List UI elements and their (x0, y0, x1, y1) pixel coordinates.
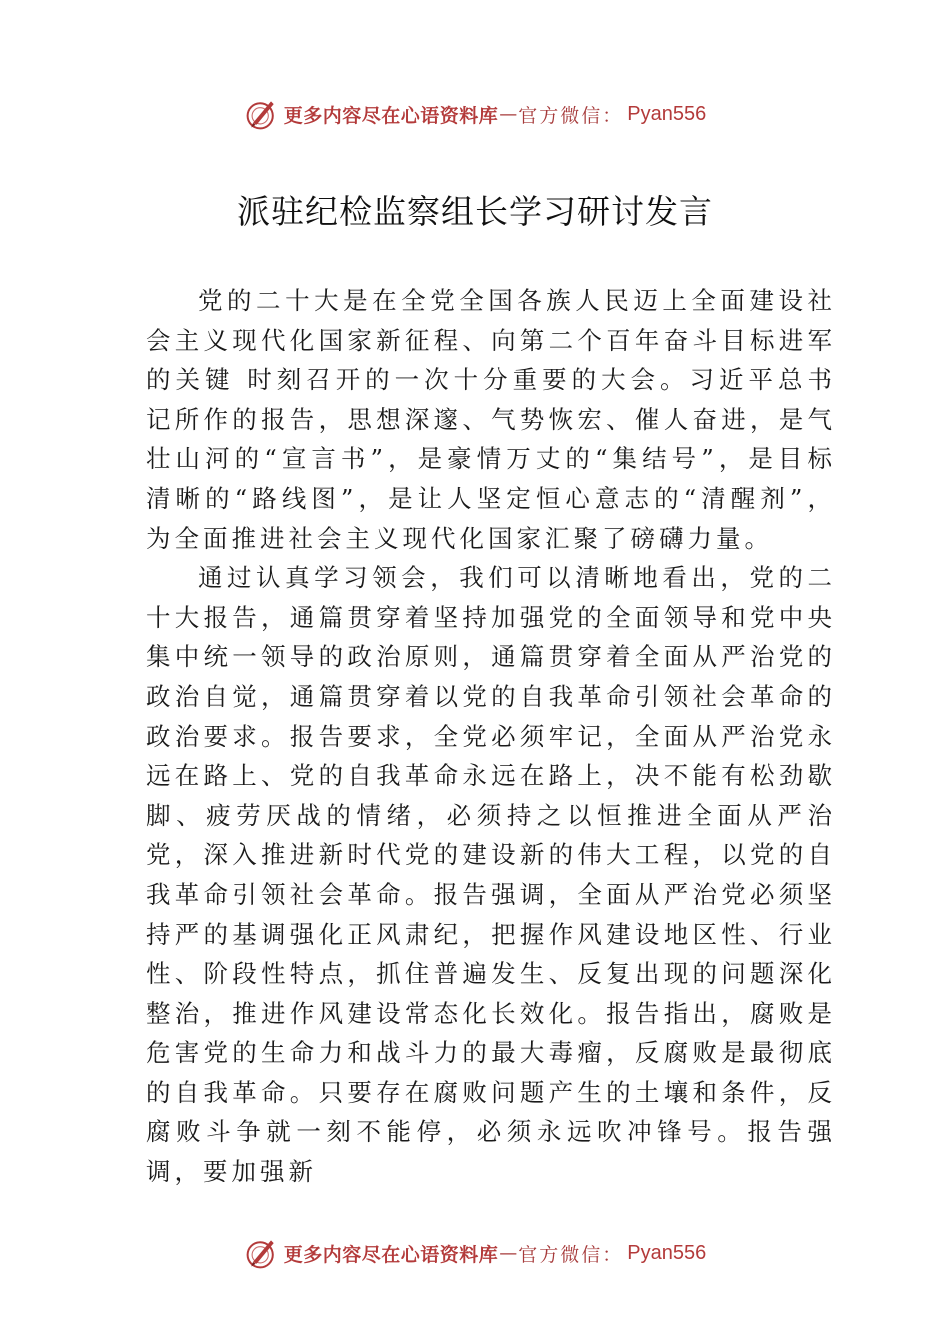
quill-logo-icon (244, 1235, 280, 1271)
banner-wechat-id: Pyan556 (627, 102, 707, 125)
footer-wechat-id: Pyan556 (627, 1241, 707, 1264)
banner-wechat-label: 官方微信： (518, 104, 624, 127)
banner-dash: — (499, 103, 518, 125)
footer-slogan: 更多内容尽在心语资料库 (283, 1243, 499, 1266)
document-title: 派驻纪检监察组长学习研讨发言 (237, 192, 713, 231)
paragraph-2: 通过认真学习领会，我们可以清晰地看出，党的二十大报告，通篇贯穿着坚持加强党的全面领导和党中央集中统一领导的政治原则，通篇贯穿着全面从严治党的政治自觉，通篇贯穿着以党的自我革命引领社会革命的政治要求。报告要求，全党必须牢记，全面从严治党永远在路上、党的自我革命永远在路上，决不能有松劲歇脚、疲劳厌战的情绪，必须持之以恒推进全面从严治党，深入推进新时代党的建设新的伟大工程，以党的自我革命引领社会革命。报告强调，全面从严治党必须坚持严的基调强化正风肃纪，把握作风建设地区性、行业性、阶段性特点，抓住普遍发生、反复出现的问题深化整治，推进作风建设常态化长效化。报告指出，腐败是危害党的生命力和战斗力的最大毒瘤，反腐败是最彻底的自我革命。只要存在腐败问题产生的土壤和条件，反腐败斗争就一刻不能停，必须永远吹冲锋号。报告强调，要加强新 (146, 563, 836, 1187)
footer-banner (0, 1231, 950, 1275)
header-banner (0, 92, 950, 136)
banner-slogan: 更多内容尽在心语资料库 (283, 104, 499, 127)
footer-dash: — (499, 1242, 518, 1264)
footer-wechat-label: 官方微信： (518, 1243, 624, 1266)
paragraph-1: 党的二十大是在全党全国各族人民迈上全面建设社会主义现代化国家新征程、向第二个百年奋斗目标进军的关键 时刻召开的一次十分重要的大会。习近平总书记所作的报告，思想深邃、气势恢宏、催人奋进，是气壮山河的“宣言书”，是豪情万丈的“集结号”，是目标清晰的“路线图”，是让人坚定恒心意志的“清醒剂”，为全面推进社会主义现代化国家汇聚了磅礴力量。 (146, 286, 836, 553)
quill-logo-icon (244, 96, 280, 132)
document-body (146, 281, 836, 1192)
